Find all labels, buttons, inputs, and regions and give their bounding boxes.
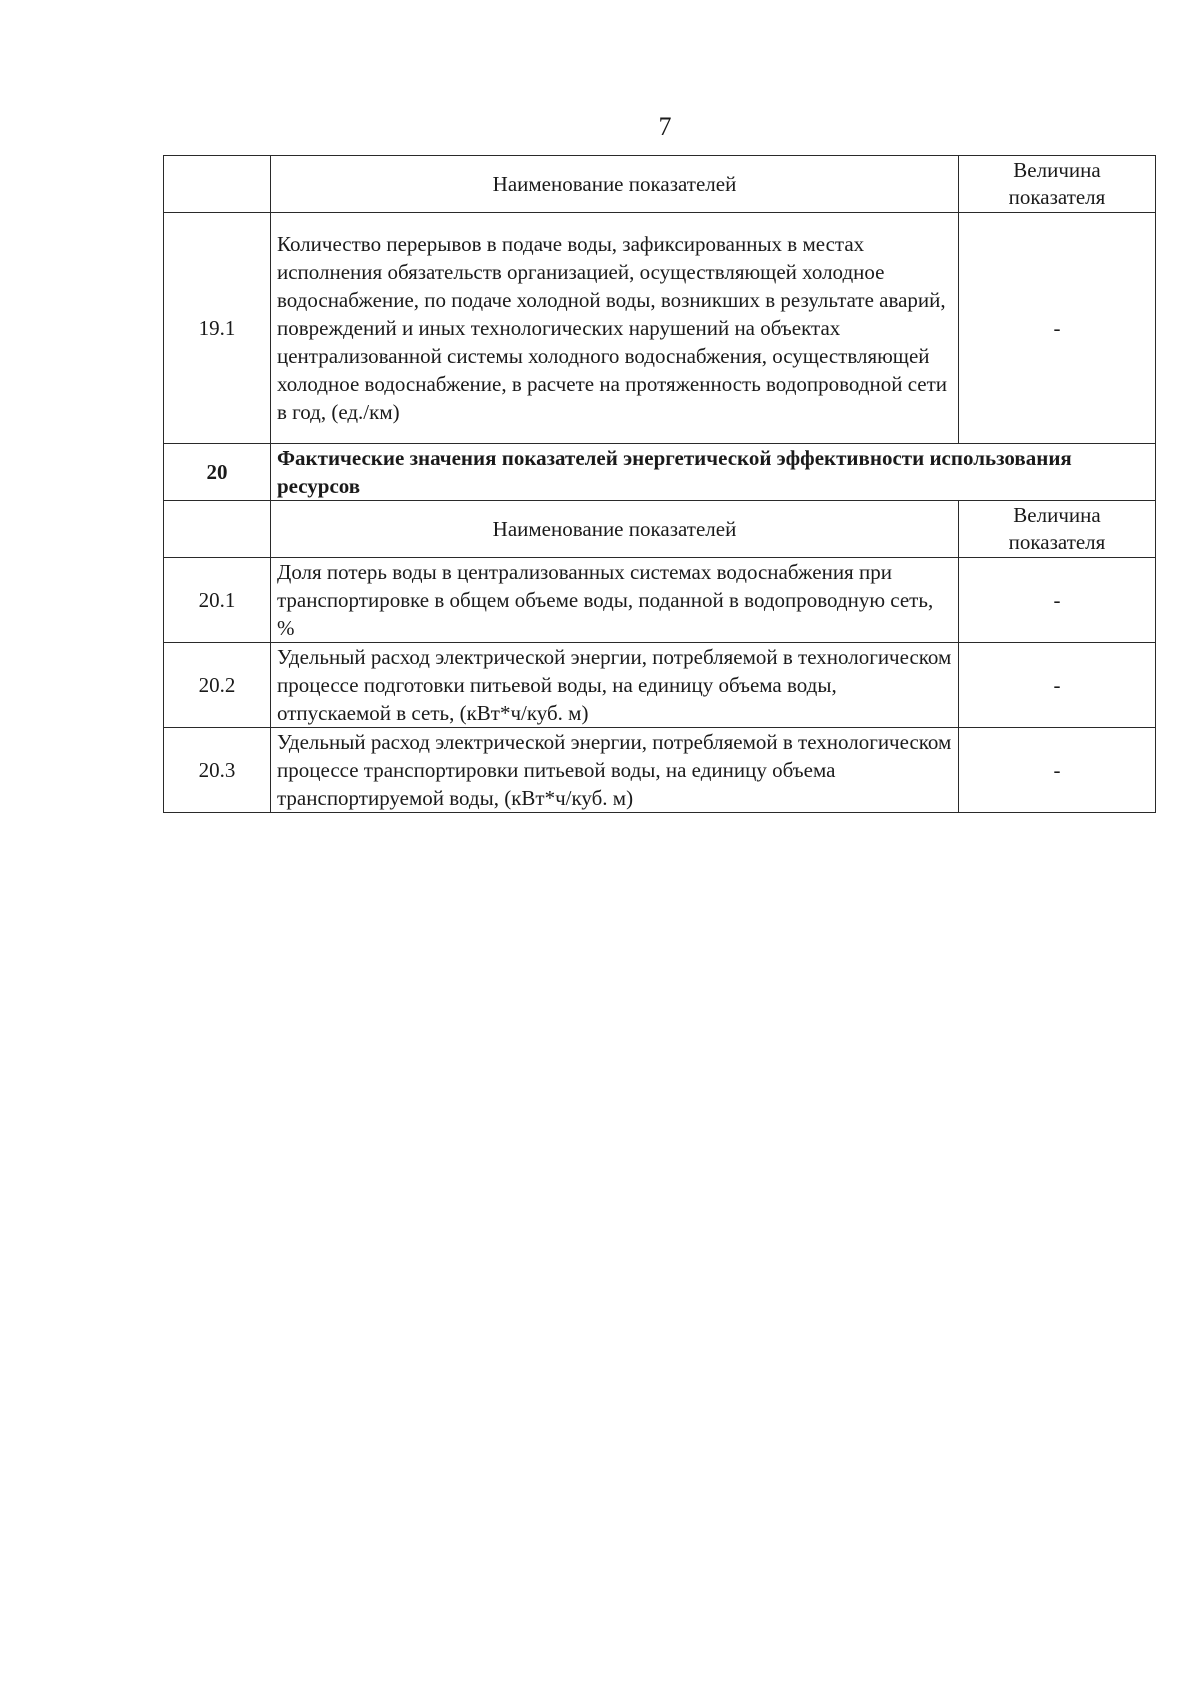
header-value-label-line1: Величина xyxy=(1013,503,1101,527)
row-indicator-value: - xyxy=(959,213,1156,444)
section-row xyxy=(164,444,1156,501)
table-row xyxy=(164,558,1156,643)
row-number: 20.1 xyxy=(164,558,271,643)
section-title: Фактические значения показателей энергетической эффективности использования ресурсов xyxy=(271,444,1156,501)
table-row xyxy=(164,728,1156,813)
table-header-row xyxy=(164,156,1156,213)
row-indicator-value: - xyxy=(959,558,1156,643)
header-value-cell xyxy=(959,156,1156,213)
header-value-cell xyxy=(959,501,1156,558)
page-number: 7 xyxy=(658,112,672,141)
section-number: 20 xyxy=(164,444,271,501)
header-value-label-line2: показателя xyxy=(1008,185,1106,209)
row-number: 20.3 xyxy=(164,728,271,813)
header-name-cell: Наименование показателей xyxy=(271,501,959,558)
row-indicator-name: Доля потерь воды в централизованных системах водоснабжения при транспортировке в общем объеме воды, поданной в водопроводную сеть, % xyxy=(271,558,959,643)
header-number-cell xyxy=(164,501,271,558)
row-indicator-value: - xyxy=(959,643,1156,728)
indicators-table xyxy=(163,155,1156,813)
header-value-label-line1: Величина xyxy=(1013,158,1101,182)
table-header-row xyxy=(164,501,1156,558)
row-indicator-name: Количество перерывов в подаче воды, зафиксированных в местах исполнения обязательств организацией, осуществляющей холодное водоснабжение, по подаче холодной воды, возникших в результате аварий, повреждений и иных технологических нарушений на объектах централизованной системы холодного водоснабжения, осуществляющей холодное водоснабжение, в расчете на протяженность водопроводной сети в год, (ед./км) xyxy=(271,213,959,444)
header-value-label-line2: показателя xyxy=(1008,530,1106,554)
header-name-cell: Наименование показателей xyxy=(271,156,959,213)
table-row xyxy=(164,643,1156,728)
header-number-cell xyxy=(164,156,271,213)
row-indicator-name: Удельный расход электрической энергии, потребляемой в технологическом процессе транспортировки питьевой воды, на единицу объема транспортируемой воды, (кВт*ч/куб. м) xyxy=(271,728,959,813)
row-number: 20.2 xyxy=(164,643,271,728)
row-indicator-value: - xyxy=(959,728,1156,813)
table-row xyxy=(164,213,1156,444)
row-number: 19.1 xyxy=(164,213,271,444)
row-indicator-name: Удельный расход электрической энергии, потребляемой в технологическом процессе подготовки питьевой воды, на единицу объема воды, отпускаемой в сеть, (кВт*ч/куб. м) xyxy=(271,643,959,728)
